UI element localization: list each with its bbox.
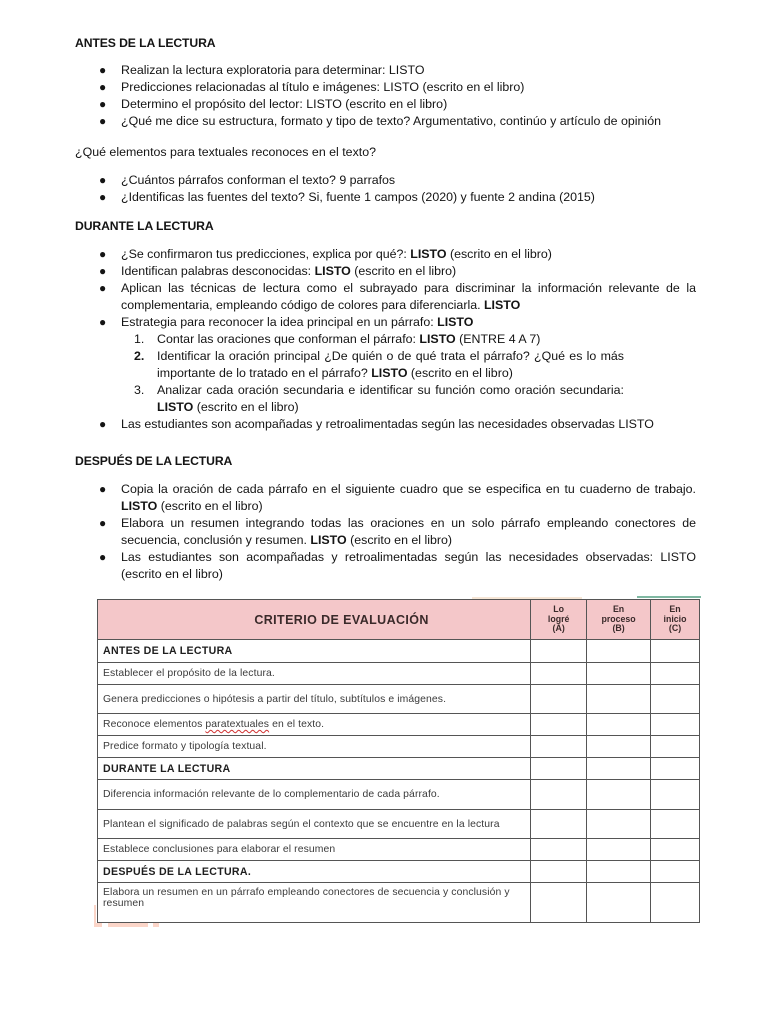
list-item: ● Copia la oración de cada párrafo en el siguiente cuadro que se especifica en tu cuaderno de trabajo. LISTO (escrito en el libro) — [99, 482, 696, 513]
spellcheck-underline: paratextuales — [205, 719, 270, 730]
grade-cell — [531, 861, 587, 883]
grade-cell — [651, 640, 700, 663]
grade-cell — [531, 810, 587, 839]
list-item: ● Elabora un resumen integrando todas las oraciones en un solo párrafo empleando conectores de secuencia, conclusión y resumen. LISTO (escrito en el libro) — [99, 516, 696, 547]
evaluation-criteria-table — [97, 599, 700, 923]
grade-cell — [587, 714, 651, 736]
criterion-column-header: CRITERIO DE EVALUACIÓN — [98, 600, 531, 640]
list-item: ● Aplican las técnicas de lectura como el subrayado para discriminar la información relevante de la complementaria, empleando código de colores para diferenciarla. LISTO — [99, 281, 696, 312]
grade-cell — [587, 810, 651, 839]
list-item: ● ¿Qué me dice su estructura, formato y tipo de texto? Argumentativo, continúo y artículo de opinión — [99, 114, 661, 128]
bullet-icon: ● — [99, 63, 107, 77]
grade-cell — [531, 839, 587, 861]
table-row: Genera predicciones o hipótesis a partir del título, subtítulos e imágenes. — [98, 685, 700, 714]
bullet-icon: ● — [99, 80, 107, 94]
grade-cell — [651, 663, 700, 685]
table-section-row: ANTES DE LA LECTURA — [98, 640, 700, 663]
paratextual-bullet-list — [0, 172, 768, 206]
list-item: ● ¿Identificas las fuentes del texto? Si, fuente 1 campos (2020) y fuente 2 andina (2015) — [99, 190, 595, 204]
grade-cell — [531, 714, 587, 736]
grade-cell — [587, 883, 651, 923]
image-edge-decoration — [108, 923, 148, 927]
image-edge-decoration — [94, 905, 96, 923]
grade-cell — [531, 758, 587, 780]
table-row: Plantean el significado de palabras según el contexto que se encuentre en la lectura — [98, 810, 700, 839]
bullet-icon: ● — [99, 173, 107, 187]
heading-despues-de-la-lectura: DESPUÉS DE LA LECTURA — [75, 454, 233, 468]
grade-cell — [651, 758, 700, 780]
list-item: ● ¿Se confirmaron tus predicciones, explica por qué?: LISTO (escrito en el libro) — [99, 247, 552, 261]
grade-cell — [587, 663, 651, 685]
grade-cell — [531, 685, 587, 714]
table-section-row: DURANTE LA LECTURA — [98, 758, 700, 780]
list-item: ● Predicciones relacionadas al título e imágenes: LISTO (escrito en el libro) — [99, 80, 525, 94]
list-item: ● Las estudiantes son acompañadas y retroalimentadas según las necesidades observadas LISTO — [99, 417, 654, 431]
list-item: ● Las estudiantes son acompañadas y retroalimentadas según las necesidades observadas: LISTO (escrito en el libro) — [99, 550, 696, 581]
grade-cell — [587, 861, 651, 883]
grade-cell — [651, 780, 700, 810]
idea-principal-steps — [0, 331, 696, 416]
grade-cell — [531, 736, 587, 758]
bullet-icon: ● — [99, 114, 107, 128]
grade-cell — [651, 861, 700, 883]
table-row: Diferencia información relevante de lo complementario de cada párrafo. — [98, 780, 700, 810]
despues-bullet-list — [0, 481, 768, 583]
list-item: ● Identifican palabras desconocidas: LISTO (escrito en el libro) — [99, 264, 457, 278]
table-section-row: DESPUÉS DE LA LECTURA. — [98, 861, 700, 883]
list-item: ● Estrategia para reconocer la idea principal en un párrafo: LISTO 1. Contar las oraciones que conforman el párrafo: LISTO (ENTRE 4 A 7) 2. Identificar la oración principal ¿De quién o de qué trata el párrafo? ¿Qué es lo más importante de lo tratado en el párrafo? LISTO (escrito en el libro) 3. Analizar cada oración secundaria e identificar su función como oración secundaria: LISTO (escrito en el libro) — [0, 314, 768, 416]
grade-cell — [651, 883, 700, 923]
step-item: 3. Analizar cada oración secundaria e identificar su función como oración secundaria: LISTO (escrito en el libro) — [134, 383, 624, 414]
level-a-column-header: Lo logré (A) — [531, 600, 587, 640]
antes-bullet-list — [0, 62, 768, 130]
level-b-column-header: En proceso (B) — [587, 600, 651, 640]
grade-cell — [531, 663, 587, 685]
grade-cell — [587, 839, 651, 861]
grade-cell — [587, 780, 651, 810]
grade-cell — [651, 736, 700, 758]
bullet-icon: ● — [99, 281, 107, 295]
list-item: ● ¿Cuántos párrafos conforman el texto? 9 parrafos — [99, 173, 396, 187]
grade-cell — [651, 714, 700, 736]
grade-cell — [587, 736, 651, 758]
grade-cell — [651, 810, 700, 839]
table-header-row — [98, 600, 700, 640]
list-item: ● Realizan la lectura exploratoria para determinar: LISTO — [99, 63, 425, 77]
grade-cell — [587, 685, 651, 714]
durante-bullet-list — [0, 246, 768, 433]
grade-cell — [531, 640, 587, 663]
grade-cell — [587, 758, 651, 780]
bullet-icon: ● — [99, 315, 107, 329]
bullet-icon: ● — [99, 417, 107, 431]
step-item: 2. Identificar la oración principal ¿De quién o de qué trata el párrafo? ¿Qué es lo más importante de lo tratado en el párrafo? LISTO (escrito en el libro) — [134, 349, 624, 380]
heading-durante-la-lectura: DURANTE LA LECTURA — [75, 219, 214, 233]
grade-cell — [651, 839, 700, 861]
image-edge-decoration — [94, 923, 102, 927]
table-row: Elabora un resumen en un párrafo empleando conectores de secuencia y conclusión y resumen — [98, 883, 700, 923]
table-row: Establece conclusiones para elaborar el resumen — [98, 839, 700, 861]
grade-cell — [531, 883, 587, 923]
bullet-icon: ● — [99, 482, 107, 496]
bullet-icon: ● — [99, 550, 107, 564]
list-item: ● Determino el propósito del lector: LISTO (escrito en el libro) — [99, 97, 448, 111]
bullet-icon: ● — [99, 97, 107, 111]
table-row: Establecer el propósito de la lectura. — [98, 663, 700, 685]
heading-antes-de-la-lectura: ANTES DE LA LECTURA — [75, 36, 216, 50]
paratextual-question: ¿Qué elementos para textuales reconoces en el texto? — [75, 145, 376, 159]
grade-cell — [651, 685, 700, 714]
step-item: 1. Contar las oraciones que conforman el párrafo: LISTO (ENTRE 4 A 7) — [134, 332, 541, 346]
bullet-icon: ● — [99, 247, 107, 261]
grade-cell — [587, 640, 651, 663]
bullet-icon: ● — [99, 264, 107, 278]
grade-cell — [531, 780, 587, 810]
image-edge-decoration — [637, 596, 701, 598]
image-edge-decoration — [153, 923, 159, 927]
bullet-icon: ● — [99, 190, 107, 204]
table-row: Predice formato y tipología textual. — [98, 736, 700, 758]
bullet-icon: ● — [99, 516, 107, 530]
table-row: Reconoce elementos paratextuales en el texto. — [98, 714, 700, 736]
level-c-column-header: En inicio (C) — [651, 600, 700, 640]
